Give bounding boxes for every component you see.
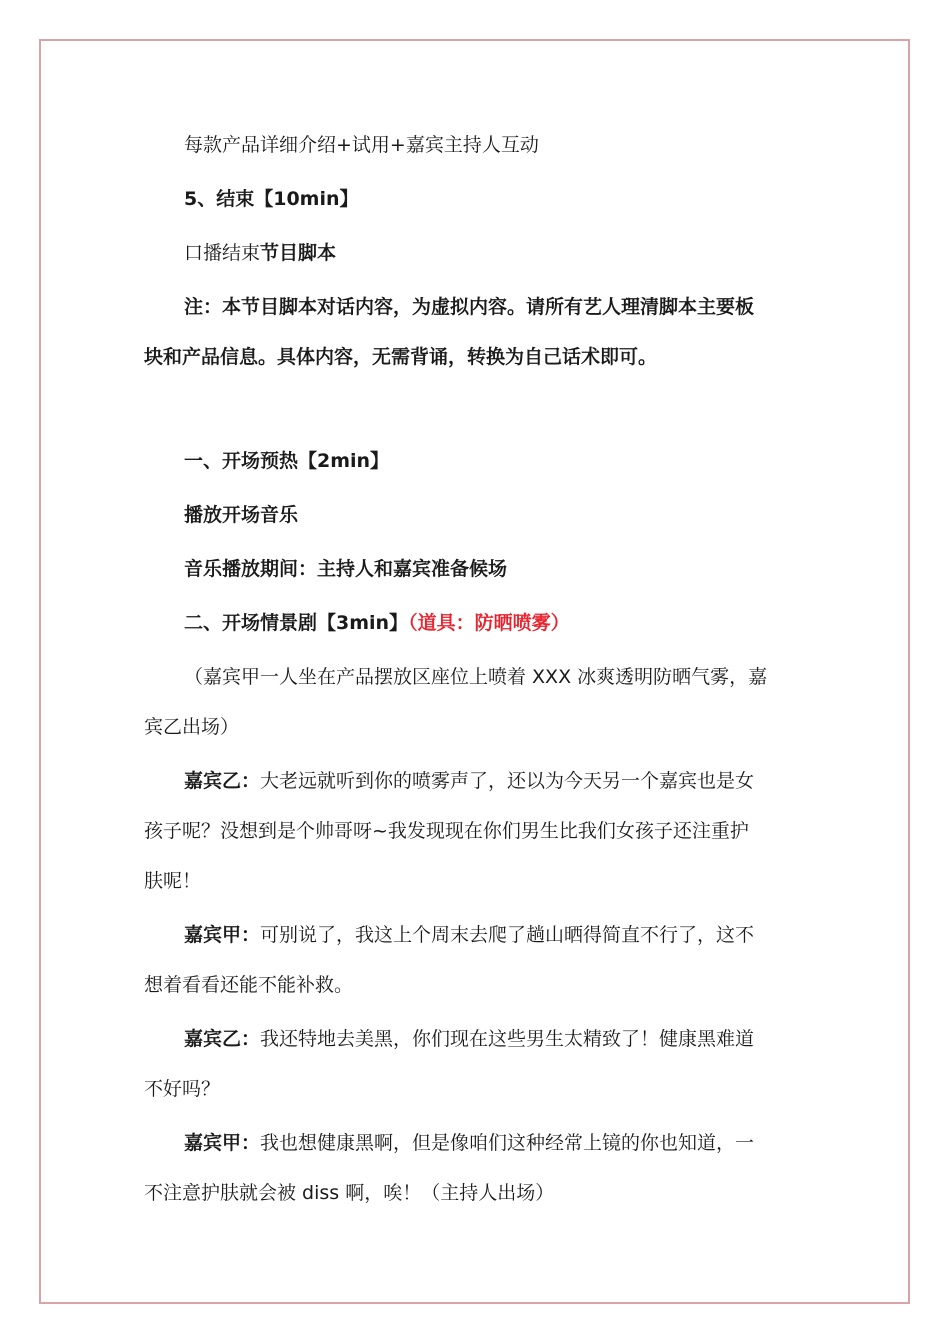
note-paragraph <box>144 282 806 382</box>
blank-line <box>144 386 806 436</box>
paragraph-play-music <box>144 490 806 540</box>
heading-section-2 <box>144 598 806 648</box>
stage-line: 宾乙出场） <box>144 716 240 738</box>
dialogue-line <box>144 756 806 806</box>
speaker-label: 嘉宾甲： <box>184 924 261 946</box>
dialogue-1 <box>144 756 806 906</box>
script-title: 节目脚本 <box>260 242 337 264</box>
dialogue-line: 不注意护肤就会被 diss 啊，唉！（主持人出场） <box>144 1182 555 1204</box>
dialogue-line <box>144 1014 806 1064</box>
dialogue-line: 孩子呢？没想到是个帅哥呀~我发现现在你们男生比我们女孩子还注重护 <box>144 820 749 842</box>
dialogue-line: 肤呢！ <box>144 870 202 892</box>
dialogue-3 <box>144 1014 806 1114</box>
text: 音乐播放期间：主持人和嘉宾准备候场 <box>184 558 508 580</box>
dialogue-line: 想着看看还能不能补救。 <box>144 974 354 996</box>
text: 我也想健康黑啊，但是像咱们这种经常上镜的你也知道，一 <box>260 1132 755 1154</box>
note-line: 注：本节目脚本对话内容，为虚拟内容。请所有艺人理清脚本主要板 <box>184 296 755 318</box>
note-line: 块和产品信息。具体内容，无需背诵，转换为自己话术即可。 <box>144 346 658 368</box>
text: 口播结束 <box>184 242 261 264</box>
prop-note: （道具：防晒喷雾） <box>408 612 570 634</box>
dialogue-line: 不好吗？ <box>144 1078 221 1100</box>
stage-line: （嘉宾甲一人坐在产品摆放区座位上喷着 XXX 冰爽透明防晒气雾，嘉 <box>184 666 768 688</box>
text: 一、开场预热【2min】 <box>184 450 390 472</box>
dialogue-4 <box>144 1118 806 1218</box>
text: 播放开场音乐 <box>184 504 299 526</box>
text: 5、结束【10min】 <box>184 188 359 210</box>
text: 每款产品详细介绍+试用+嘉宾主持人互动 <box>184 134 539 156</box>
heading-section-1 <box>144 436 806 486</box>
text: 大老远就听到你的喷雾声了，还以为今天另一个嘉宾也是女 <box>260 770 755 792</box>
dialogue-line <box>144 910 806 960</box>
text: 二、开场情景剧【3min】 <box>184 612 409 634</box>
heading-ending <box>144 174 806 224</box>
text: 我还特地去美黑，你们现在这些男生太精致了！健康黑难道 <box>260 1028 755 1050</box>
stage-direction <box>144 652 806 752</box>
speaker-label: 嘉宾乙： <box>184 1028 261 1050</box>
dialogue-line <box>144 1118 806 1168</box>
speaker-label: 嘉宾乙： <box>184 770 261 792</box>
dialogue-2 <box>144 910 806 1010</box>
text: 可别说了，我这上个周末去爬了趟山晒得简直不行了，这不 <box>260 924 755 946</box>
document-body <box>144 120 806 1222</box>
paragraph-closing <box>144 228 806 278</box>
paragraph-standby <box>144 544 806 594</box>
paragraph-product-intro <box>144 120 806 170</box>
speaker-label: 嘉宾甲： <box>184 1132 261 1154</box>
